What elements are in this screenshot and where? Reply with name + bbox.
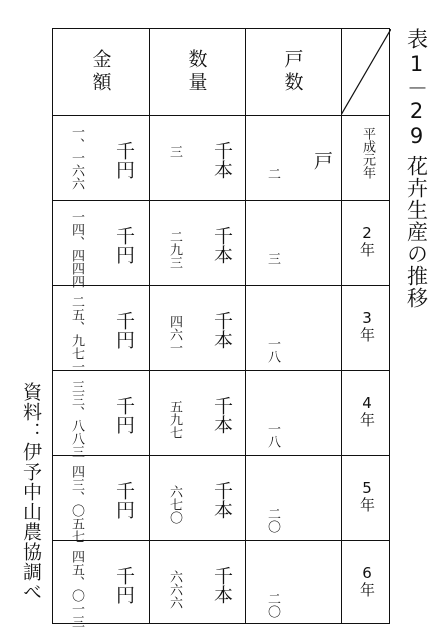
quantity-value: 四六一 — [167, 315, 182, 354]
amount-unit: 千円 — [113, 566, 135, 604]
households-value: 一八 — [265, 337, 280, 363]
table-row — [53, 455, 391, 543]
amount-unit: 千円 — [113, 481, 135, 519]
table-caption — [398, 28, 434, 318]
year-label: 6年 — [358, 564, 376, 597]
amount-value: 一四、四四四 — [69, 210, 84, 288]
households-value: 三 — [265, 252, 280, 265]
amount-value: 三三、八八三 — [69, 380, 84, 458]
caption-label: 表 — [404, 28, 429, 50]
table-row — [53, 200, 391, 288]
quantity-unit: 千本 — [211, 396, 233, 434]
quantity-value: 三 — [167, 145, 182, 158]
amount-unit: 千円 — [113, 311, 135, 349]
header-households — [245, 29, 341, 115]
households-value: 二〇 — [265, 507, 280, 533]
header-amount-label: 金額 — [89, 49, 112, 95]
header-year — [341, 29, 391, 115]
header-quantity — [149, 29, 245, 115]
quantity-unit: 千本 — [211, 481, 233, 519]
caption-title: 花卉生産の推移 — [404, 155, 429, 309]
amount-unit: 千円 — [113, 396, 135, 434]
quantity-unit: 千本 — [211, 566, 233, 604]
quantity-value: 五九七 — [167, 400, 182, 439]
amount-value: 二五、九七一 — [69, 295, 84, 373]
table-row — [53, 285, 391, 373]
quantity-value: 二九三 — [167, 230, 182, 269]
quantity-value: 六七〇 — [167, 485, 182, 524]
header-households-label: 戸数 — [281, 49, 304, 95]
source-note: 資料：伊予中山農協調べ — [20, 382, 42, 602]
households-value: 二〇 — [265, 592, 280, 618]
year-label: 平成元年 — [360, 127, 375, 179]
year-label: 2年 — [358, 224, 376, 257]
table-row — [53, 370, 391, 458]
amount-unit: 千円 — [113, 226, 135, 264]
amount-value: 一、一六六 — [69, 125, 84, 190]
quantity-unit: 千本 — [211, 311, 233, 349]
quantity-value: 六六六 — [167, 570, 182, 609]
caption-number: 1－29 — [404, 52, 429, 149]
quantity-unit: 千本 — [211, 141, 233, 179]
data-table — [52, 28, 390, 628]
year-label: 5年 — [358, 479, 376, 512]
amount-value: 四三、〇五七 — [69, 465, 84, 543]
amount-value: 四五、〇一三 — [69, 550, 84, 628]
quantity-unit: 千本 — [211, 226, 233, 264]
table-row — [53, 540, 391, 628]
amount-unit: 千円 — [113, 141, 135, 179]
households-value: 一八 — [265, 422, 280, 448]
table-row — [53, 115, 391, 200]
year-label: 3年 — [358, 309, 376, 342]
households-value: 二 — [265, 167, 280, 180]
year-label: 4年 — [358, 394, 376, 427]
households-unit: 戸 — [311, 151, 333, 170]
header-amount — [53, 29, 149, 115]
header-quantity-label: 数量 — [185, 49, 208, 95]
